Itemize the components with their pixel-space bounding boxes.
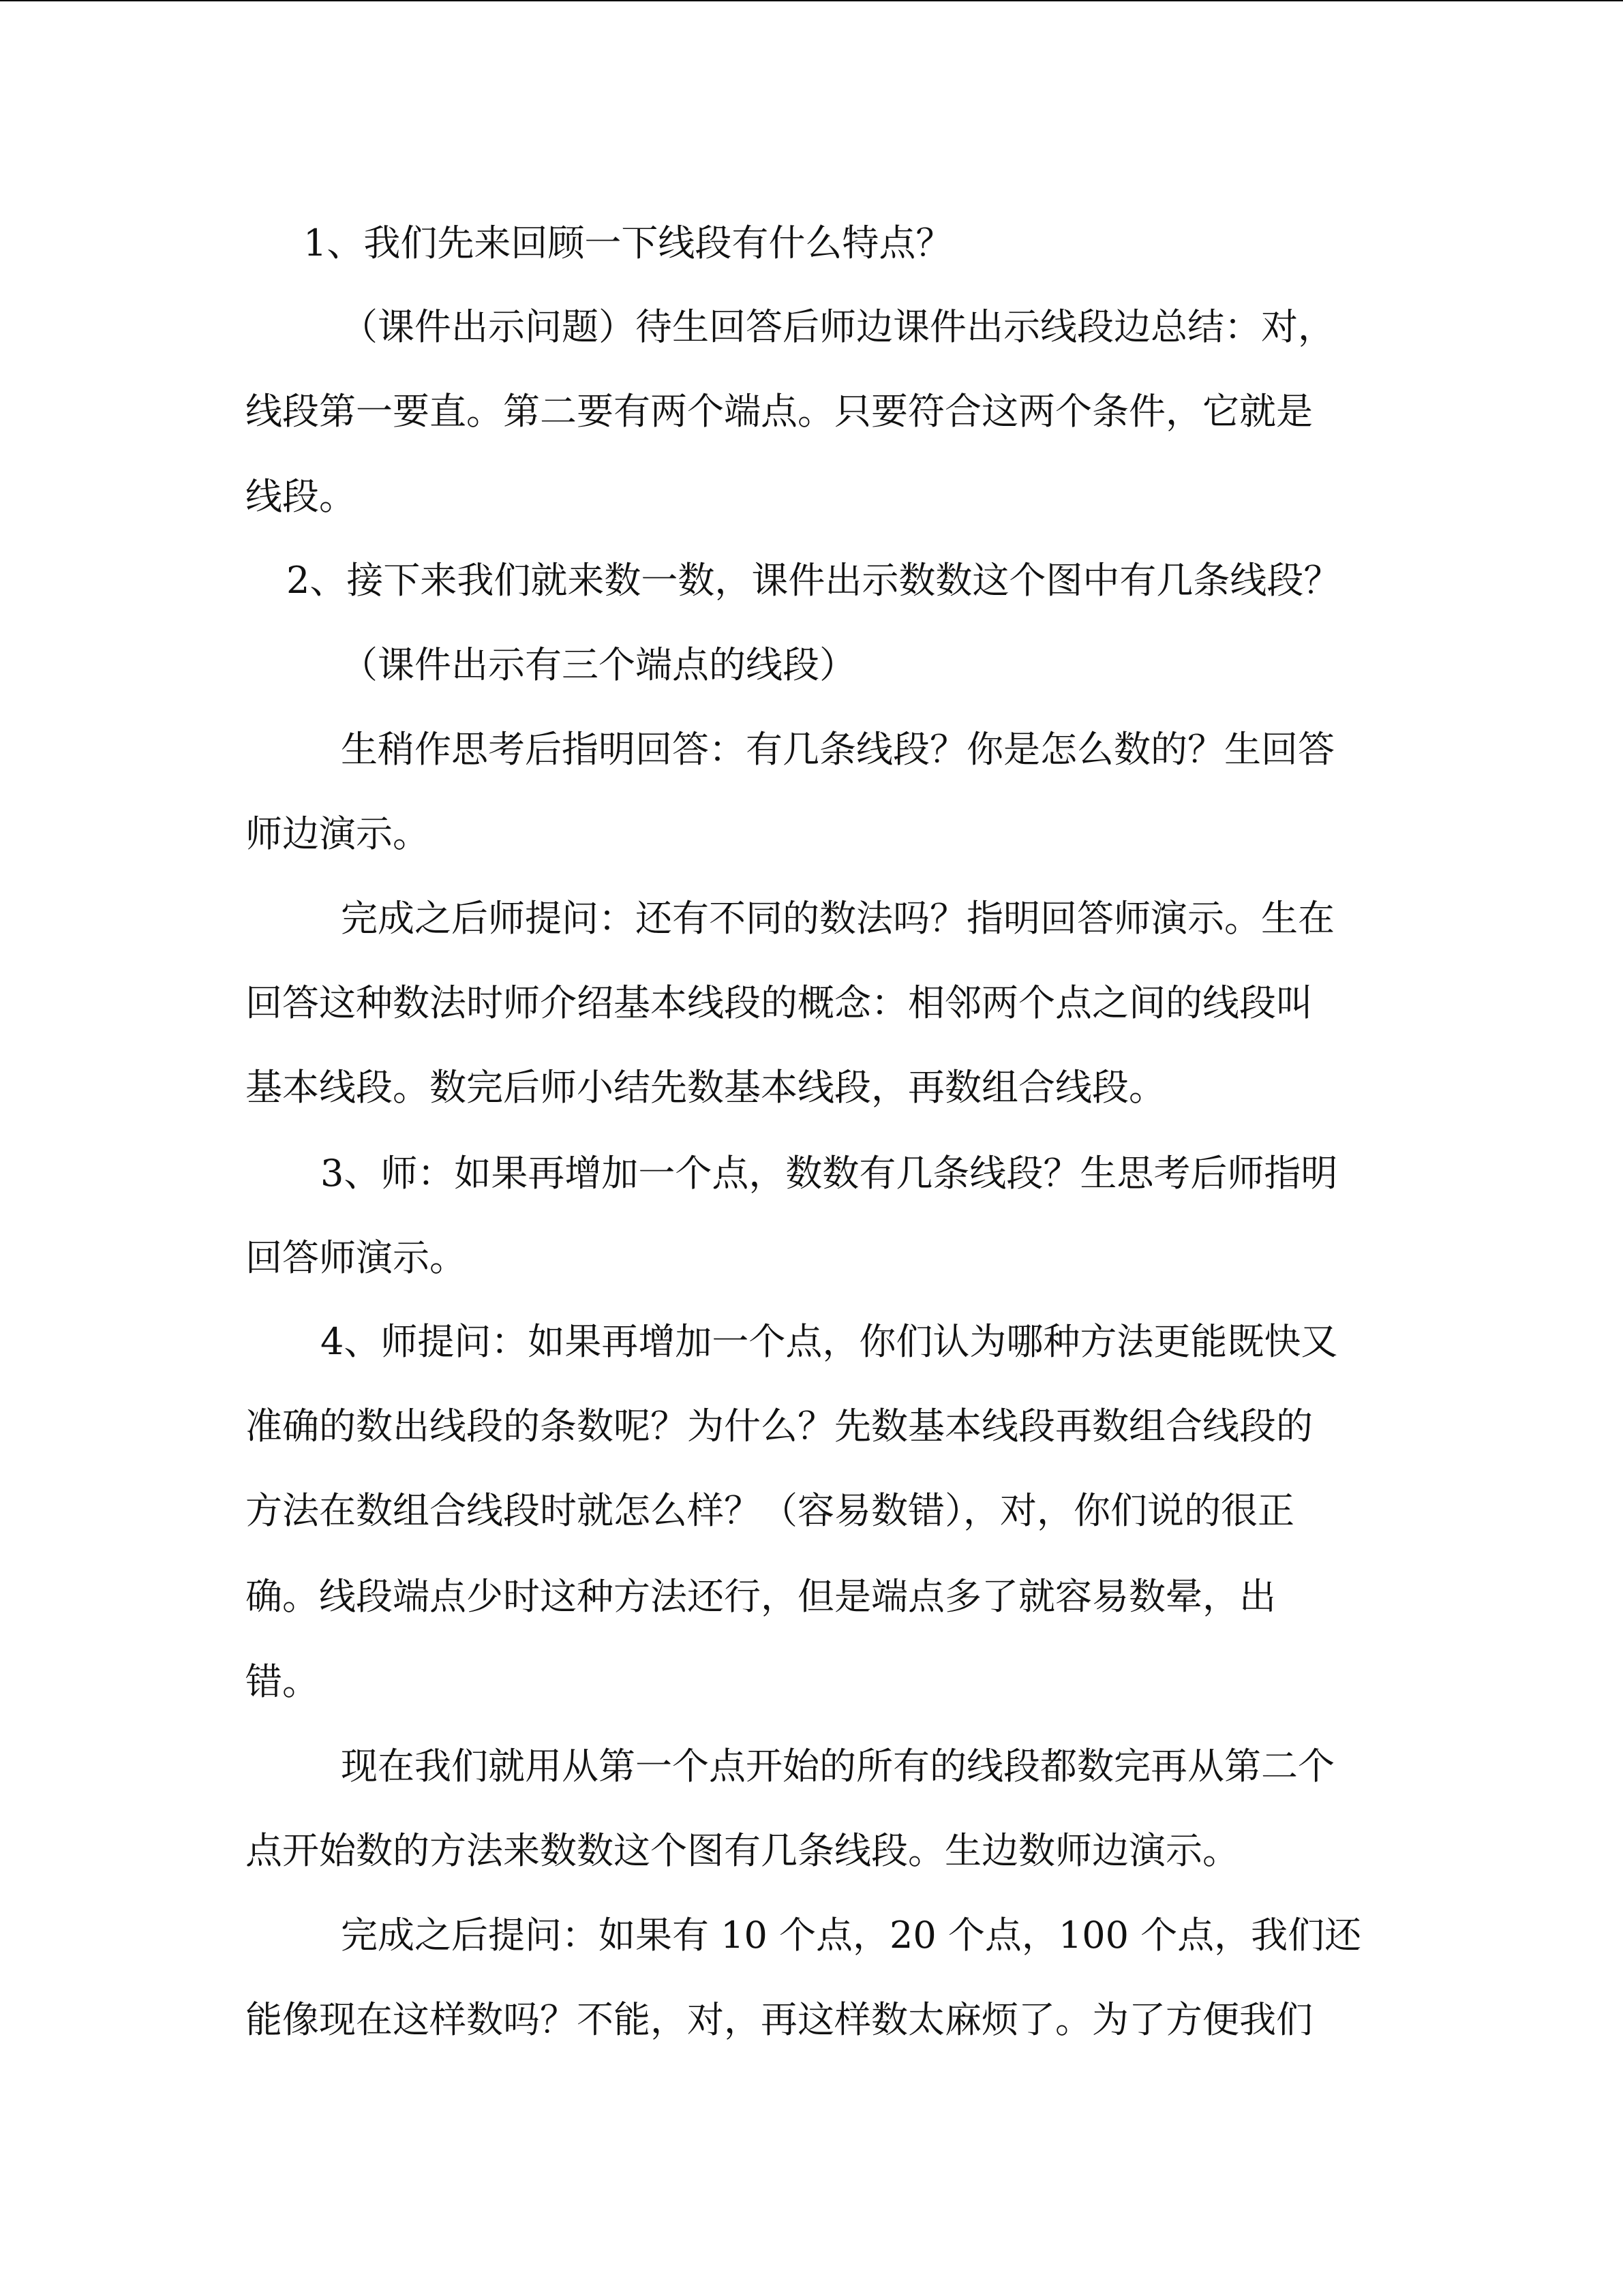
text-line: （课件出示有三个端点的线段） [341, 643, 856, 686]
text-line: 2、接下来我们就来数一数，课件出示数数这个图中有几条线段？ [286, 559, 1341, 602]
text-line: 完成之后师提问：还有不同的数法吗？指明回答师演示。生在 [341, 897, 1335, 940]
text-line: 3、师：如果再增加一个点，数数有几条线段？生思考后师指明 [320, 1152, 1338, 1195]
text-line: （课件出示问题）待生回答后师边课件出示线段边总结：对， [341, 305, 1335, 348]
text-line: 1、我们先来回顾一下线段有什么特点？ [303, 221, 953, 264]
text-line: 基本线段。数完后师小结先数基本线段，再数组合线段。 [245, 1066, 1166, 1109]
text-line: 生稍作思考后指明回答：有几条线段？你是怎么数的？生回答 [341, 728, 1335, 771]
text-line: 现在我们就用从第一个点开始的所有的线段都数完再从第二个 [341, 1745, 1335, 1788]
text-line: 回答师演示。 [245, 1236, 466, 1279]
text-line: 4、师提问：如果再增加一个点，你们认为哪种方法更能既快又 [320, 1320, 1338, 1363]
text-line: 完成之后提问：如果有 10 个点，20 个点，100 个点，我们还 [341, 1914, 1362, 1957]
text-line: 错。 [245, 1660, 319, 1703]
document-page [0, 1, 1623, 2296]
text-line: 确。线段端点少时这种方法还行，但是端点多了就容易数晕，出 [245, 1575, 1276, 1618]
text-line: 点开始数的方法来数数这个图有几条线段。生边数师边演示。 [245, 1829, 1239, 1872]
text-line: 师边演示。 [245, 812, 429, 855]
text-line: 线段第一要直。第二要有两个端点。只要符合这两个条件，它就是 [245, 390, 1313, 433]
text-line: 能像现在这样数吗？不能，对，再这样数太麻烦了。为了方便我们 [245, 1998, 1313, 2041]
text-line: 回答这种数法时师介绍基本线段的概念：相邻两个点之间的线段叫 [245, 981, 1313, 1024]
text-line: 准确的数出线段的条数呢？为什么？先数基本线段再数组合线段的 [245, 1405, 1313, 1448]
text-line: 方法在数组合线段时就怎么样？（容易数错），对，你们说的很正 [245, 1489, 1294, 1532]
text-line: 线段。 [245, 475, 356, 518]
